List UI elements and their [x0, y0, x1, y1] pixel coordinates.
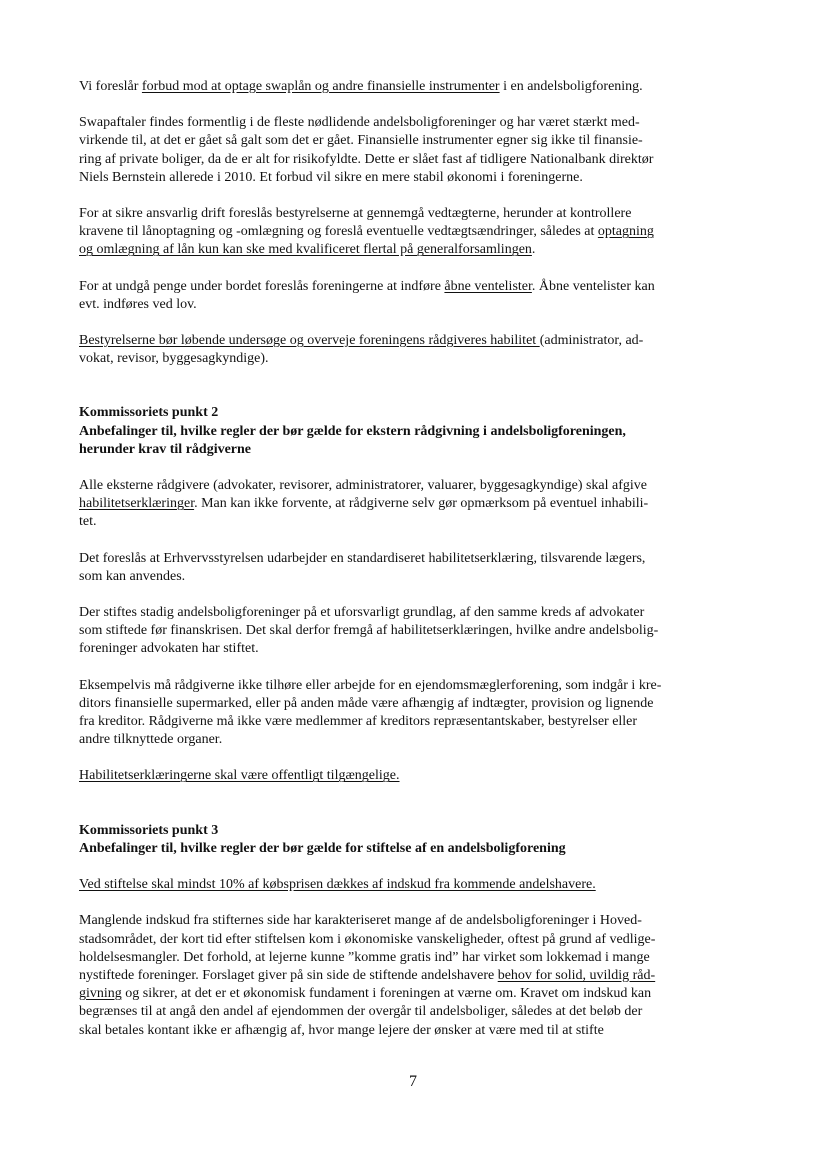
- paragraph-swap-ban: Vi foreslår forbud mod at optage swaplån og andre finansielle instrumenter i en andelsboligforening.: [79, 79, 643, 94]
- paragraph-responsible-operation: For at sikre ansvarlig drift foreslås bestyrelserne at gennemgå vedtægterne, herunder at kontrollere kravene til lånoptagning og -omlægning og foreslå eventuelle vedtægtsændringer, således at optagning og omlægning af lån kun kan ske med kvalificeret flertal på generalforsamlingen.: [79, 206, 654, 258]
- section-heading-punkt-3: Kommissoriets punkt 3 Anbefalinger til, hvilke regler der bør gælde for stiftelse af en andelsboligforening: [79, 822, 566, 856]
- paragraph-standard-declaration: Det foreslås at Erhvervsstyrelsen udarbejder en standardiseret habilitetserklæring, tilsvarende lægers, som kan anvendes.: [79, 550, 646, 584]
- paragraph-advisor-habilitet: Bestyrelserne bør løbende undersøge og overveje foreningens rådgiveres habilitet (administrator, ad- vokat, revisor, byggesagkyndige).: [79, 333, 644, 367]
- section-heading-punkt-2: Kommissoriets punkt 2 Anbefalinger til, hvilke regler der bør gælde for ekstern rådgivning i andelsboligforeningen, herunder krav til rådgiverne: [79, 405, 626, 457]
- paragraph-missing-deposits: Manglende indskud fra stifternes side har karakteriseret mange af de andelsboligforeninger i Hoved- stadsområdet, der kort tid efter stiftelsen kom i økonomiske vanskeligheder, oftest på grund af vedlige- holdelsesmangler. Det forhold, at lejerne kunne ”komme gratis ind” har virket som lokkemad i mange nystiftede foreninger. Forslaget giver på sin side de stiftende andelshavere behov for solid, uvildig råd- givning og sikrer, at det er et økonomisk fundament i foreningen at værne om. Kravet om indskud kan begrænses til at angå den andel af ejendommen der overgår til andelsboliger, således at det beløb der skal betales kontant ikke er afhængig af, hvor mange lejere der ønsker at være med til at stifte: [79, 913, 656, 1038]
- underlined-text: forbud mod at optage swaplån og andre finansielle instrumenter: [141, 79, 500, 94]
- paragraph-advisor-independence: Eksempelvis må rådgiverne ikke tilhøre eller arbejde for en ejendomsmæglerforening, som indgår i kre- ditors finansielle supermarked, eller på anden måde være afhængig af indtægter, provision og lignende fra kreditor. Rådgiverne må ikke være medlemmer af kreditors repræsentantskaber, bestyrelser eller andre tilknyttede organer.: [79, 677, 662, 748]
- paragraph-swap-reason: Swapaftaler findes formentlig i de fleste nødlidende andelsboligforeninger og har været stærkt med- virkende til, at det er gået så galt som det er gået. Finansielle instrumenter egner sig ikke til finansie- ring af private boliger, da de er alt for risikofyldte. Dette er slået fast af tidligere Nationalbank direktør Niels Bernstein allerede i 2010. Et forbud vil sikre en mere stabil økonomi i foreningerne.: [79, 115, 654, 185]
- paragraph-waiting-lists: For at undgå penge under bordet foreslås foreningerne at indføre åbne ventelister. Åbne ventelister kan evt. indføres ved lov.: [79, 278, 655, 312]
- paragraph-founding-lawyers: Der stiftes stadig andelsboligforeninger på et uforsvarligt grundlag, af den samme kreds af advokater som stiftede før finanskrisen. Det skal derfor fremgå af habilitetserklæringen, hvilke andre andelsbolig- foreninger advokaten har stiftet.: [79, 605, 659, 657]
- paragraph-minimum-deposit: Ved stiftelse skal mindst 10% af købsprisen dækkes af indskud fra kommende andelshavere.: [79, 877, 596, 893]
- page-number: 7: [409, 1073, 417, 1090]
- document-page: [79, 78, 751, 1040]
- paragraph-external-advisors: Alle eksterne rådgivere (advokater, revisorer, administratorer, valuarer, byggesagkyndige) skal afgive habilitetserklæringer. Man kan ikke forvente, at rådgiverne selv gør opmærksom på eventuel inhabili- tet.: [79, 478, 649, 530]
- paragraph-public-declarations: Habilitetserklæringerne skal være offentligt tilgængelige.: [79, 768, 400, 784]
